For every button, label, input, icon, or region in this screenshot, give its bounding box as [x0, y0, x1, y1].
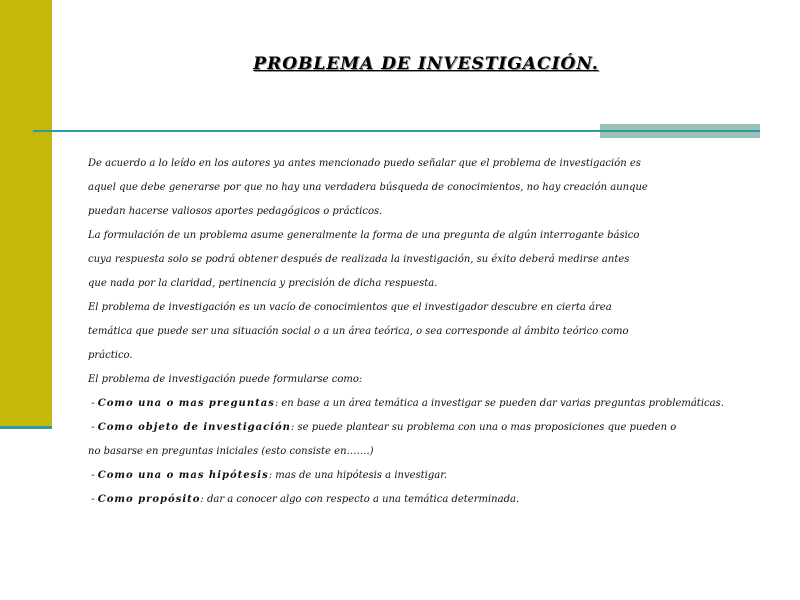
list-item-prefix: - — [88, 494, 98, 505]
paragraph-line: La formulación de un problema asume generalmente la forma de una pregunta de algún interrogante básico — [88, 230, 640, 241]
paragraph-line: práctico. — [88, 350, 133, 361]
paragraph-line: De acuerdo a lo leído en los autores ya antes mencionado puedo señalar que el problema de investigación es — [88, 158, 641, 169]
list-item-term: Como objeto de investigación — [97, 422, 291, 433]
list-item-prefix: - — [88, 422, 98, 433]
list-item — [88, 416, 768, 440]
body-content — [88, 152, 768, 512]
list-item-text: : en base a un área temática a investigar se pueden dar varias preguntas problemáticas. — [274, 398, 724, 409]
paragraph-line: que nada por la claridad, pertinencia y precisión de dicha respuesta. — [88, 278, 438, 289]
paragraph-line: El problema de investigación es un vacío de conocimientos que el investigador descubre en cierta área — [88, 302, 612, 313]
list-item-text: : mas de una hipótesis a investigar. — [268, 470, 448, 481]
left-accent-bar-underline — [0, 426, 52, 429]
list-item-text: : se puede plantear su problema con una o mas proposiciones que pueden o — [290, 422, 677, 433]
page-title: PROBLEMA DE INVESTIGACIÓN. — [253, 54, 599, 74]
list-item-continuation: no basarse en preguntas iniciales (esto consiste en…….) — [88, 446, 374, 457]
paragraph-line: temática que puede ser una situación social o a un área teórica, o sea corresponde al ámbito teórico como — [88, 326, 629, 337]
list-item-prefix: - — [88, 398, 98, 409]
left-accent-bar — [0, 0, 52, 426]
list-item — [88, 488, 768, 512]
list-item — [88, 392, 768, 416]
paragraph-line: puedan hacerse valiosos aportes pedagógicos o prácticos. — [88, 206, 383, 217]
header-decoration-block — [600, 124, 760, 138]
list-item-text: : dar a conocer algo con respecto a una temática determinada. — [200, 494, 520, 505]
list-item-prefix: - — [88, 470, 98, 481]
list-intro: El problema de investigación puede formularse como: — [88, 374, 363, 385]
paragraph-line: aquel que debe generarse por que no hay una verdadera búsqueda de conocimientos, no hay creación aunque — [88, 182, 648, 193]
list-item-term: Como propósito — [97, 494, 201, 505]
list-item-term: Como una o mas preguntas — [97, 398, 275, 409]
list-item — [88, 464, 768, 488]
paragraph-line: cuya respuesta solo se podrá obtener después de realizada la investigación, su éxito deberá medirse antes — [88, 254, 630, 265]
list-item-term: Como una o mas hipótesis — [97, 470, 269, 481]
